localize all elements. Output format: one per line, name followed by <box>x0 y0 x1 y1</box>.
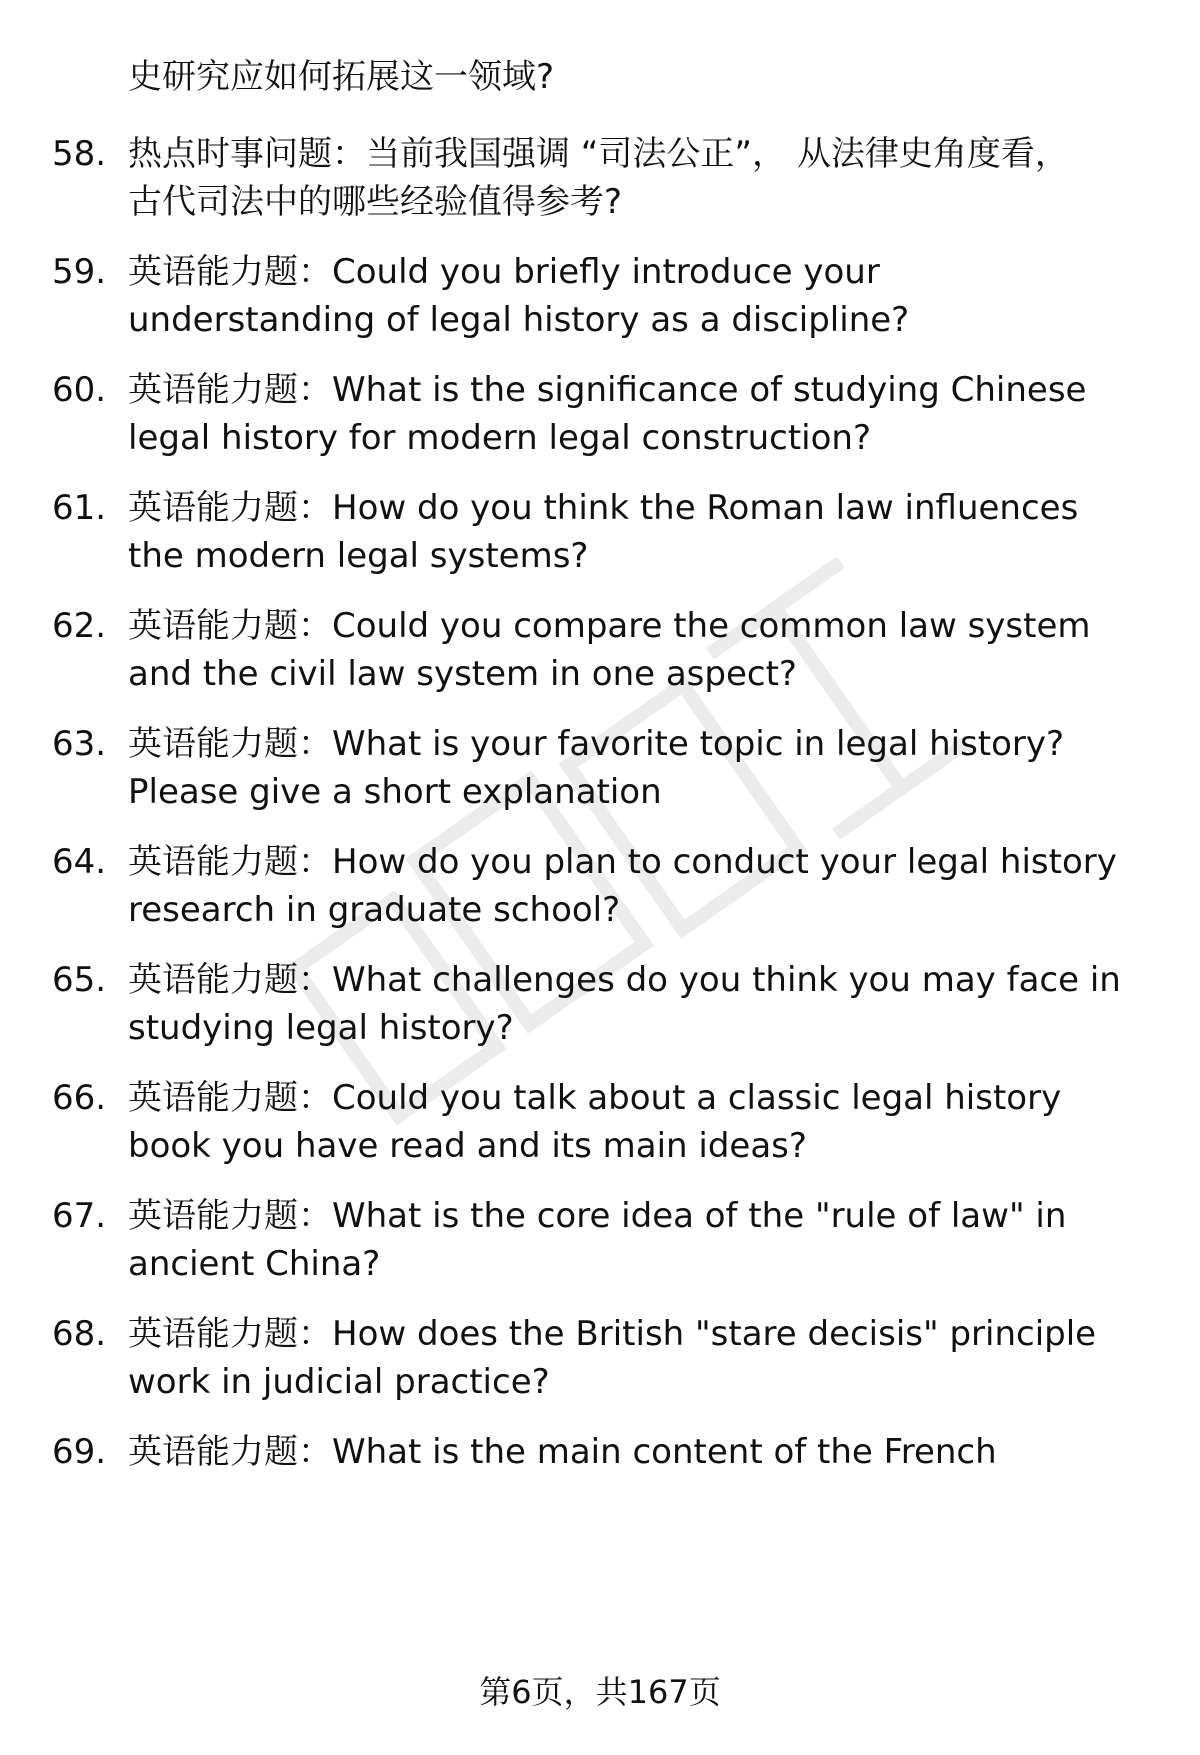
question-text-line: 英语能力题：What is your favorite topic in legal history? <box>128 724 1065 764</box>
question-item <box>52 602 1172 698</box>
question-number: 62. <box>52 606 107 646</box>
question-text-line: research in graduate school? <box>128 890 621 930</box>
question-text-line: 英语能力题：Could you talk about a classic legal history <box>128 1078 1062 1118</box>
question-text-line: legal history for modern legal construction? <box>128 418 872 458</box>
question-text-line: 英语能力题：How does the British "stare decisis" principle <box>128 1314 1097 1354</box>
question-item <box>52 366 1172 462</box>
question-text-line: Please give a short explanation <box>128 772 662 812</box>
question-item <box>52 1428 1172 1476</box>
question-text-line: and the civil law system in one aspect? <box>128 654 797 694</box>
question-text-line: 英语能力题：What challenges do you think you may face in <box>128 960 1121 1000</box>
question-item <box>52 838 1172 934</box>
question-number: 59. <box>52 252 107 292</box>
question-number: 65. <box>52 960 107 1000</box>
question-text-line: 英语能力题：What is the core idea of the "rule of law" in <box>128 1196 1067 1236</box>
question-text-line: 英语能力题：What is the main content of the French <box>128 1432 997 1472</box>
question-text-line: ancient China? <box>128 1244 381 1284</box>
question-number: 58. <box>52 134 107 174</box>
question-text-line: 英语能力题：How do you think the Roman law influences <box>128 488 1079 528</box>
question-text-line: 古代司法中的哪些经验值得参考? <box>128 182 623 222</box>
question-number: 67. <box>52 1196 107 1236</box>
question-text-line: 英语能力题：Could you briefly introduce your <box>128 252 880 292</box>
question-text-line: 英语能力题：How do you plan to conduct your legal history <box>128 842 1117 882</box>
question-text-line: book you have read and its main ideas? <box>128 1126 807 1166</box>
question-number: 61. <box>52 488 107 528</box>
question-number: 63. <box>52 724 107 764</box>
question-number: 60. <box>52 370 107 410</box>
question-item <box>52 1310 1172 1406</box>
question-item <box>52 248 1172 344</box>
question-item <box>52 1074 1172 1170</box>
question-text-line: studying legal history? <box>128 1008 514 1048</box>
page-number-footer: 第6页，共167页 <box>479 1673 721 1711</box>
question-item <box>52 1192 1172 1288</box>
continued-question-text: 史研究应如何拓展这一领域? <box>128 57 555 97</box>
question-text-line: 热点时事问题：当前我国强调 “司法公正”， 从法律史角度看， <box>128 134 1069 174</box>
question-item <box>52 130 1172 226</box>
question-item <box>52 484 1172 580</box>
question-text-line: work in judicial practice? <box>128 1362 550 1402</box>
question-number: 64. <box>52 842 107 882</box>
question-text-line: 英语能力题：Could you compare the common law system <box>128 606 1091 646</box>
question-number: 68. <box>52 1314 107 1354</box>
question-text-line: 英语能力题：What is the significance of studying Chinese <box>128 370 1087 410</box>
question-text-line: understanding of legal history as a discipline? <box>128 300 910 340</box>
question-number: 69. <box>52 1432 107 1472</box>
question-item <box>52 720 1172 816</box>
question-number: 66. <box>52 1078 107 1118</box>
question-item <box>52 956 1172 1052</box>
question-text-line: the modern legal systems? <box>128 536 589 576</box>
